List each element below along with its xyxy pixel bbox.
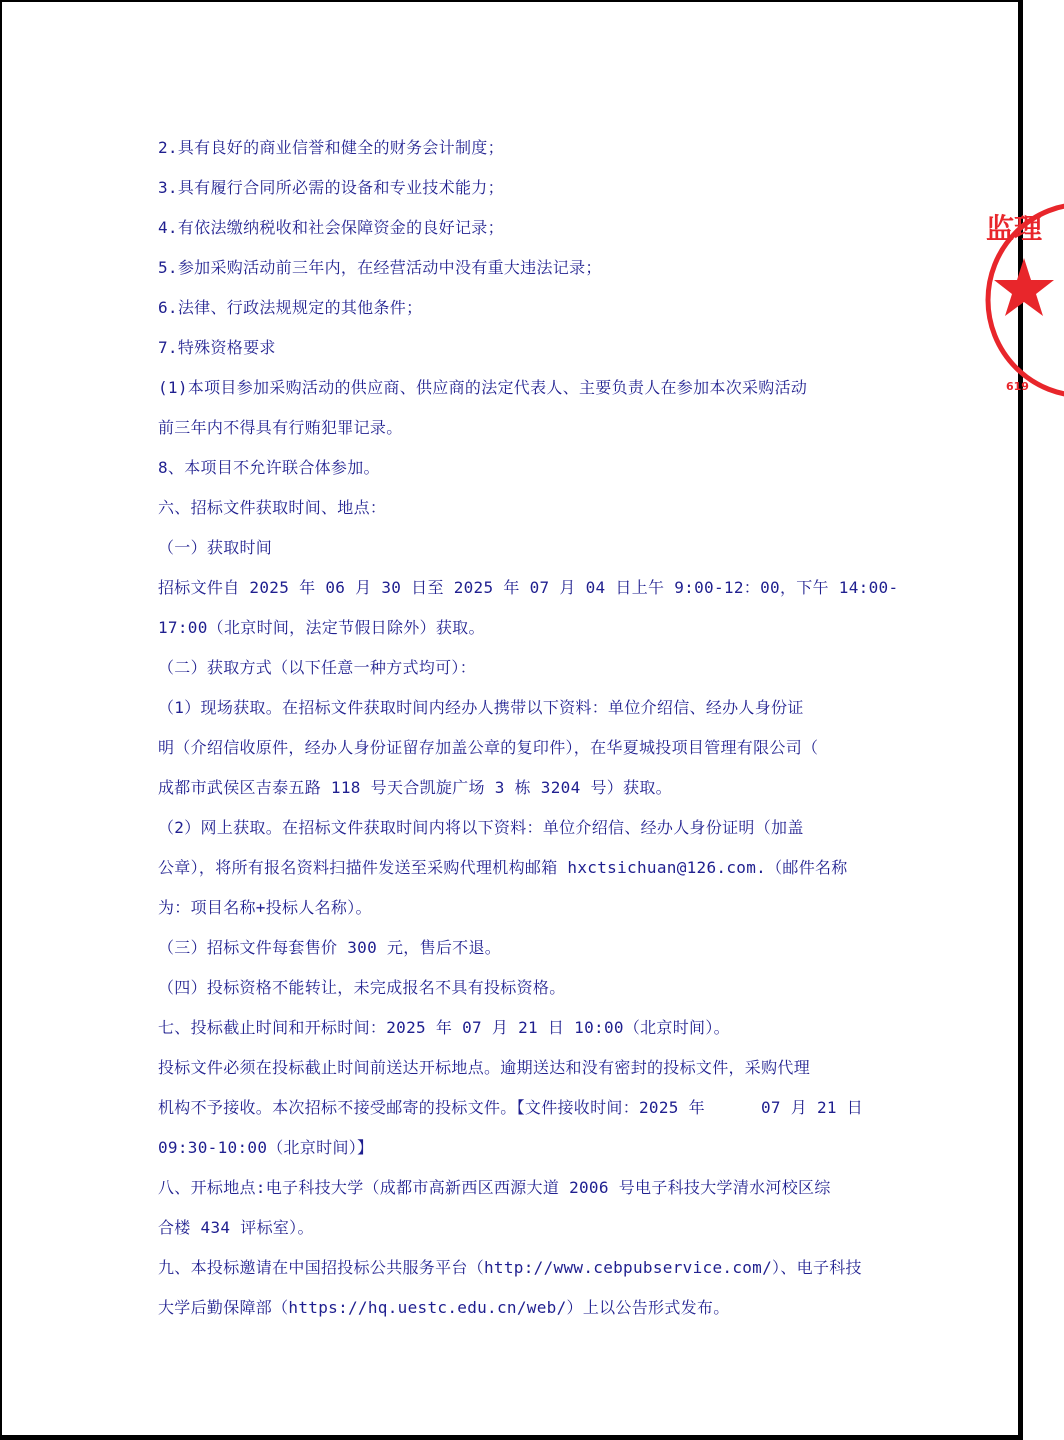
sub-heading: （二）获取方式（以下任意一种方式均可）： bbox=[158, 658, 477, 677]
text-line: 8、本项目不允许联合体参加。 bbox=[158, 458, 380, 477]
text-line: 前三年内不得具有行贿犯罪记录。 bbox=[158, 418, 403, 437]
receipt-time-suffix: 07 月 21 日 bbox=[760, 1098, 864, 1117]
section-heading: 八、开标地点:电子科技大学（成都市高新西区西源大道 2006 号电子科技大学清水河校区综 bbox=[158, 1178, 831, 1197]
text-line: 招标文件自 2025 年 06 月 30 日至 2025 年 07 月 04 日上午 9:00-12：00，下午 14:00- bbox=[158, 578, 899, 597]
receipt-time-line bbox=[158, 1088, 870, 1128]
receipt-time-prefix: 机构不予接收。本次招标不接受邮寄的投标文件。【文件接收时间：2025 年 bbox=[158, 1098, 705, 1117]
document-body bbox=[158, 128, 899, 1328]
sub-heading: （三）招标文件每套售价 300 元，售后不退。 bbox=[158, 938, 502, 957]
text-line: 5.参加采购活动前三年内，在经营活动中没有重大违法记录； bbox=[158, 258, 602, 277]
text-line: 投标文件必须在投标截止时间前送达开标地点。逾期送达和没有密封的投标文件，采购代理 bbox=[158, 1058, 811, 1077]
text-line: 大学后勤保障部（https://hq.uestc.edu.cn/web/）上以公告形式发布。 bbox=[158, 1298, 730, 1317]
text-line: （1）现场获取。在招标文件获取时间内经办人携带以下资料：单位介绍信、经办人身份证 bbox=[158, 698, 804, 717]
seal-text: 监理 bbox=[986, 212, 1043, 245]
text-line: 2.具有良好的商业信誉和健全的财务会计制度； bbox=[158, 138, 504, 157]
text-line: (1)本项目参加采购活动的供应商、供应商的法定代表人、主要负责人在参加本次采购活动 bbox=[158, 378, 808, 397]
text-line: 公章），将所有报名资料扫描件发送至采购代理机构邮箱 hxctsichuan@126.com.（邮件名称 bbox=[158, 858, 848, 877]
text-line: 为：项目名称+投标人名称）。 bbox=[158, 898, 372, 917]
text-line: 09:30-10:00（北京时间）】 bbox=[158, 1138, 374, 1157]
text-line: 17:00（北京时间，法定节假日除外）获取。 bbox=[158, 618, 485, 637]
seal-number: 619 bbox=[1006, 380, 1029, 393]
seal-star-icon bbox=[994, 258, 1054, 316]
text-line: 成都市武侯区吉泰五路 118 号天合凯旋广场 3 栋 3204 号）获取。 bbox=[158, 778, 672, 797]
text-line: 4.有依法缴纳税收和社会保障资金的良好记录； bbox=[158, 218, 504, 237]
sub-heading: （一）获取时间 bbox=[158, 538, 273, 557]
text-line: （2）网上获取。在招标文件获取时间内将以下资料：单位介绍信、经办人身份证明（加盖 bbox=[158, 818, 804, 837]
text-line: 3.具有履行合同所必需的设备和专业技术能力； bbox=[158, 178, 504, 197]
text-line: 明（介绍信收原件，经办人身份证留存加盖公章的复印件），在华夏城投项目管理有限公司（ bbox=[158, 738, 819, 757]
sub-heading: （四）投标资格不能转让，未完成报名不具有投标资格。 bbox=[158, 978, 566, 997]
text-line: 合楼 434 评标室）。 bbox=[158, 1218, 314, 1237]
official-seal-stamp bbox=[984, 198, 1064, 403]
text-line: 6.法律、行政法规规定的其他条件； bbox=[158, 298, 423, 317]
text-line: 7.特殊资格要求 bbox=[158, 338, 276, 357]
section-heading: 七、投标截止时间和开标时间：2025 年 07 月 21 日 10:00（北京时间）。 bbox=[158, 1018, 730, 1037]
section-heading: 六、招标文件获取时间、地点： bbox=[158, 498, 387, 517]
section-heading: 九、本投标邀请在中国招投标公共服务平台（http://www.cebpubservice.com/）、电子科技 bbox=[158, 1258, 862, 1277]
